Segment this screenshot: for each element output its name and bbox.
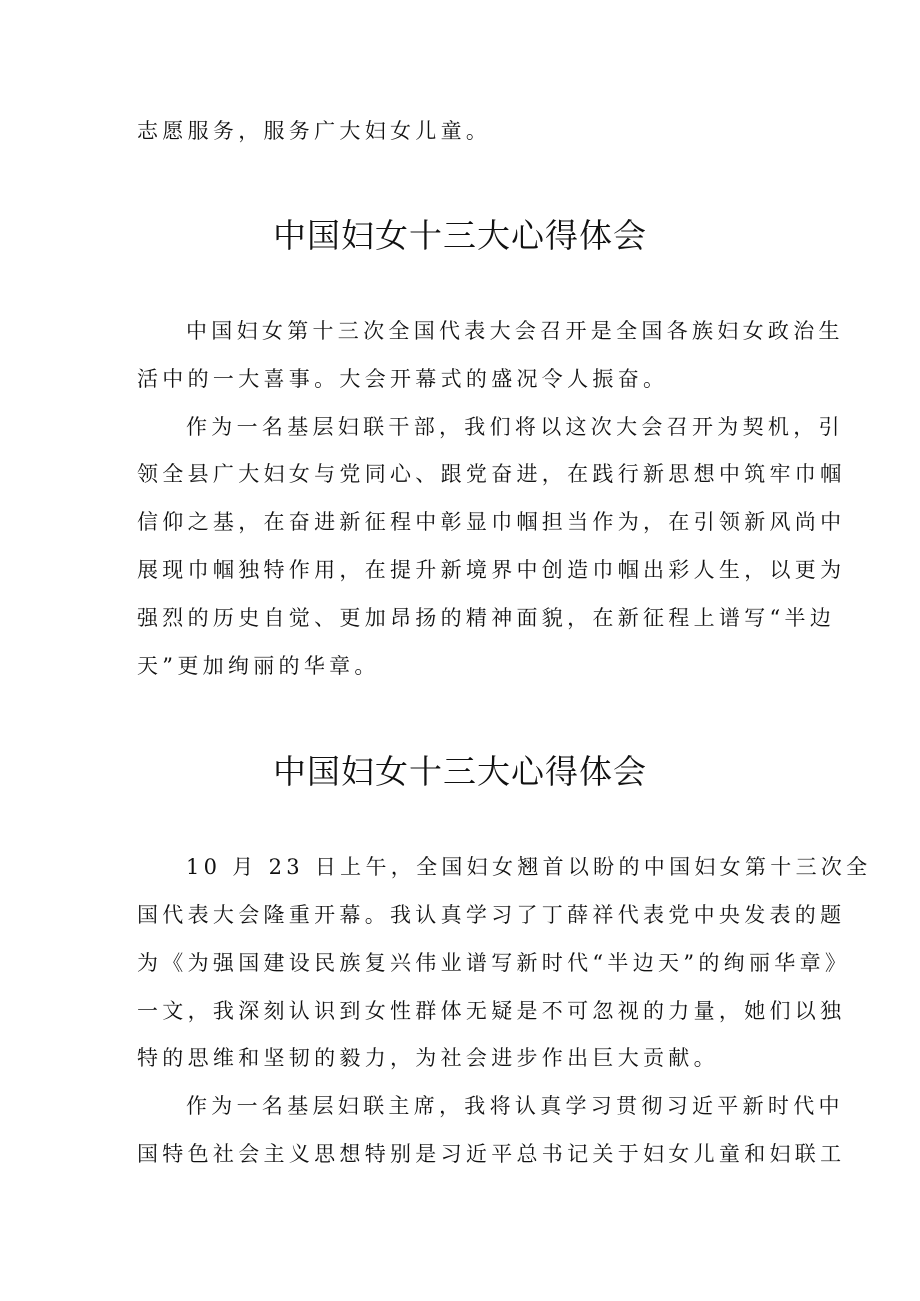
paragraph-line: 一文，我深刻认识到女性群体无疑是不可忽视的力量，她们以独 bbox=[137, 999, 846, 1023]
paragraph-line: 信仰之基，在奋进新征程中彰显巾帼担当作为，在引领新风尚中 bbox=[137, 510, 846, 534]
paragraph-line: 国特色社会主义思想特别是习近平总书记关于妇女儿童和妇联工 bbox=[137, 1142, 846, 1166]
paragraph-line: 为《为强国建设民族复兴伟业谱写新时代“半边天”的绚丽华章》 bbox=[137, 951, 851, 975]
paragraph-line: 天”更加绚丽的华章。 bbox=[137, 654, 380, 678]
paragraph-line: 活中的一大喜事。大会开幕式的盛况令人振奋。 bbox=[137, 367, 669, 391]
intro-line: 志愿服务，服务广大妇女儿童。 bbox=[137, 119, 492, 143]
paragraph-line: 国代表大会隆重开幕。我认真学习了丁薛祥代表党中央发表的题 bbox=[137, 903, 846, 927]
paragraph-line: 展现巾帼独特作用，在提升新境界中创造巾帼出彩人生，以更为 bbox=[137, 558, 846, 582]
section-title-2: 中国妇女十三大心得体会 bbox=[273, 752, 647, 791]
paragraph-line: 作为一名基层妇联干部，我们将以这次大会召开为契机，引 bbox=[186, 415, 844, 439]
paragraph-line: 强烈的历史自觉、更加昂扬的精神面貌，在新征程上谱写“半边 bbox=[137, 606, 836, 630]
section-title-1: 中国妇女十三大心得体会 bbox=[273, 216, 647, 255]
paragraph-line: 领全县广大妇女与党同心、跟党奋进，在践行新思想中筑牢巾帼 bbox=[137, 462, 846, 486]
paragraph-line: 中国妇女第十三次全国代表大会召开是全国各族妇女政治生 bbox=[186, 319, 844, 343]
paragraph-line: 特的思维和坚韧的毅力，为社会进步作出巨大贡献。 bbox=[137, 1046, 719, 1070]
paragraph-line: 作为一名基层妇联主席，我将认真学习贯彻习近平新时代中 bbox=[186, 1094, 844, 1118]
paragraph-line: 10 月 23 日上午，全国妇女翘首以盼的中国妇女第十三次全 bbox=[186, 855, 872, 879]
